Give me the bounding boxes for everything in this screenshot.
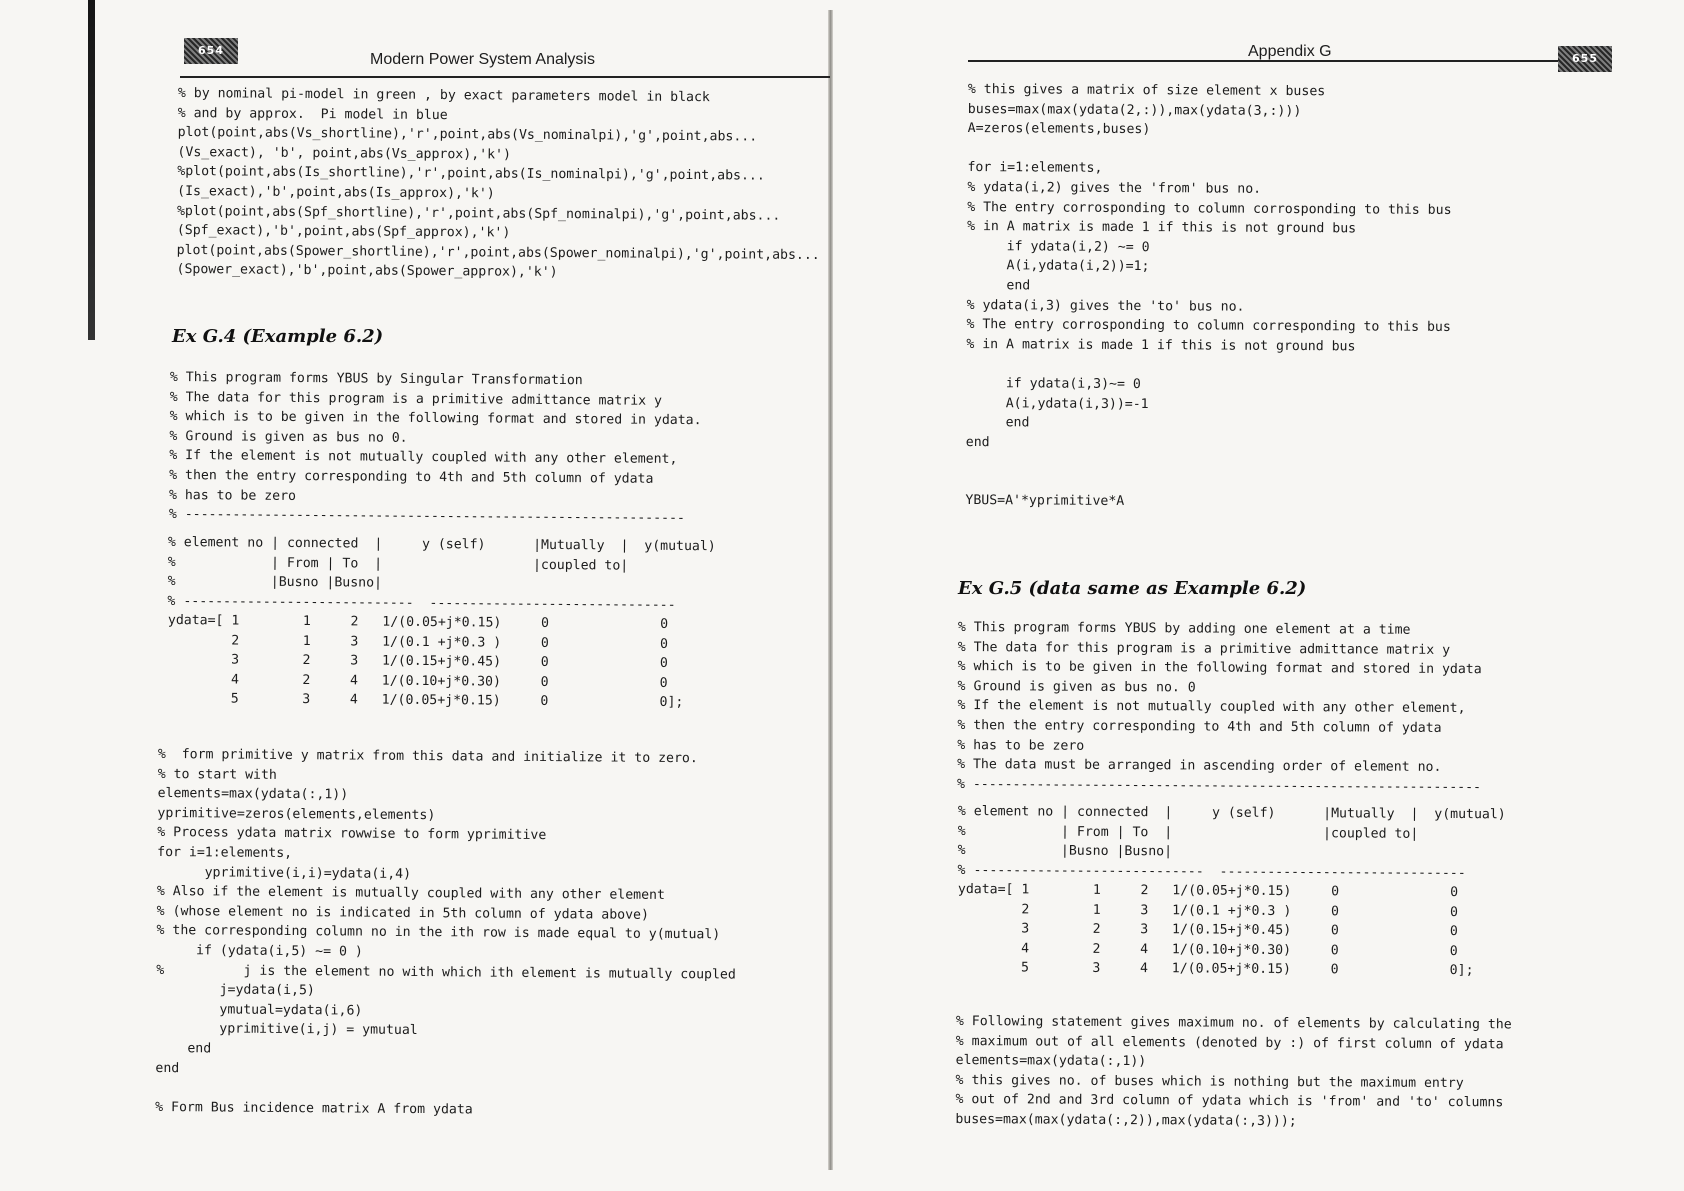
ydata-table-header: % element no | connected | y (self) |Mutually | y(mutual) % | From | To | |coupled to| % |Busno |Busno| % ----------------------------- ------------------------------- xyxy=(957,803,1506,881)
ydata-table-rows: ydata=[ 1 1 2 1/(0.05+j*0.15) 0 0 2 1 3 1/(0.1 +j*0.3 ) 0 0 3 2 3 1/(0.15+j*0.45) 0 0 4 2 4 1/(0.10+j*0.30) 0 0 5 3 4 1/(0.05+j*0.15) 0 0]; xyxy=(167,613,684,711)
code-block-incidence-matrix: % this gives a matrix of size element x buses buses=max(max(ydata(2,:)),max(ydata(3,:))) A=zeros(elements,buses) for i=1:elements, % ydata(i,2) gives the 'from' bus no. % The entry corrosponding to column corrosponding to this bus % in A matrix is made 1 if this is not ground bus if ydata(i,2) ~= 0 A(i,ydata(i,2))=1; end % ydata(i,3) gives the 'to' bus no. % The entry corrosponding to column corresponding to this bus % in A matrix is made 1 if this is not ground bus if ydata(i,3)~= 0 A(i,ydata(i,3))=-1 end end YBUS=A'*yprimitive*A xyxy=(965,81,1452,510)
section-title: Ex G.5 (data same as Example 6.2) xyxy=(958,578,1307,599)
right-page xyxy=(838,0,1684,1191)
ydata-table-header: % element no | connected | y (self) |Mutually | y(mutual) % | From | To | |coupled to| % |Busno |Busno| % ----------------------------- ------------------------------- xyxy=(167,534,716,613)
left-page xyxy=(0,0,830,1191)
ydata-table xyxy=(958,802,1506,978)
code-block-element-count: % Following statement gives maximum no. of elements by calculating the % maximum out of all elements (denoted by :) of first column of ydata elements=max(ydata(:,1)) % this gives no. of buses which is nothing but the maximum entry % out of 2nd and 3rd column of ydata which is 'from' and 'to' columns buses=max(max(ydata(:,2)),max(ydata(:,3))); xyxy=(955,1013,1512,1130)
header-rule xyxy=(180,76,830,78)
running-head: Modern Power System Analysis xyxy=(370,51,595,68)
code-block-program-description: % This program forms YBUS by Singular Transformation % The data for this program is a primitive admittance matrix y % which is to be given in the following format and stored in ydata. % Ground is given as bus no 0. % If the element is not mutually coupled with any other element, % then the entry corresponding to 4th and 5th column of ydata % has to be zero % --------------------------------------------------------------- xyxy=(168,369,702,527)
ydata-table-rows: ydata=[ 1 1 2 1/(0.05+j*0.15) 0 0 2 1 3 1/(0.1 +j*0.3 ) 0 0 3 2 3 1/(0.15+j*0.45) 0 0 4 2 4 1/(0.10+j*0.30) 0 0 5 3 4 1/(0.05+j*0.15) 0 0]; xyxy=(957,882,1474,979)
running-head: Appendix G xyxy=(1248,43,1332,60)
code-block-program-description: % This program forms YBUS by adding one element at a time % The data for this program is a primitive admittance matrix y % which is to be given in the following format and stored in ydata % Ground is given as bus no. 0 % If the element is not mutually coupled with any other element, % then the entry corresponding to 4th and 5th column of ydata % has to be zero % The data must be arranged in ascending order of element no. % ---------------------------------------------------------------- xyxy=(956,619,1482,795)
page-number-tab: 655 xyxy=(1558,46,1612,72)
code-block-yprimitive-formation: % form primitive y matrix from this data and initialize it to zero. % to start with elements=max(ydata(:,1)) yprimitive=zeros(elements,elements) % Process ydata matrix rowwise to form yprimitive for i=1:elements, yprimitive(i,i)=ydata(i,4) % Also if the element is mutually coupled with any other element % (whose element no is indicated in 5th column of ydata above) % the corresponding column no in the ith row is made equal to y(mutual) if (ydata(i,5) ~= 0 ) % j is the element no with which ith element is mutually coupled j=ydata(i,5) ymutual=ydata(i,6) yprimitive(i,j) = ymutual end end % Form Bus incidence matrix A from ydata xyxy=(155,746,736,1118)
section-title: Ex G.4 (Example 6.2) xyxy=(172,326,384,347)
page-number-tab: 654 xyxy=(184,38,238,64)
ydata-table xyxy=(168,533,716,709)
code-block-plot-commands: % by nominal pi-model in green , by exact parameters model in black % and by approx. Pi model in blue plot(point,abs(Vs_shortline),'r',point,abs(Vs_nominalpi),'g',point,abs... (Vs_exact), 'b', point,abs(Vs_approx),'k') %plot(point,abs(Is_shortline),'r',point,abs(Is_nominalpi),'g',point,abs... (Is_exact),'b',point,abs(Is_approx),'k') %plot(point,abs(Spf_shortline),'r',point,abs(Spf_nominalpi),'g',point,abs... (Spf_exact),'b',point,abs(Spf_approx),'k') plot(point,abs(Spower_shortline),'r',point,abs(Spower_nominalpi),'g',point,abs... (Spower_exact),'b',point,abs(Spower_approx),'k') xyxy=(176,85,820,281)
